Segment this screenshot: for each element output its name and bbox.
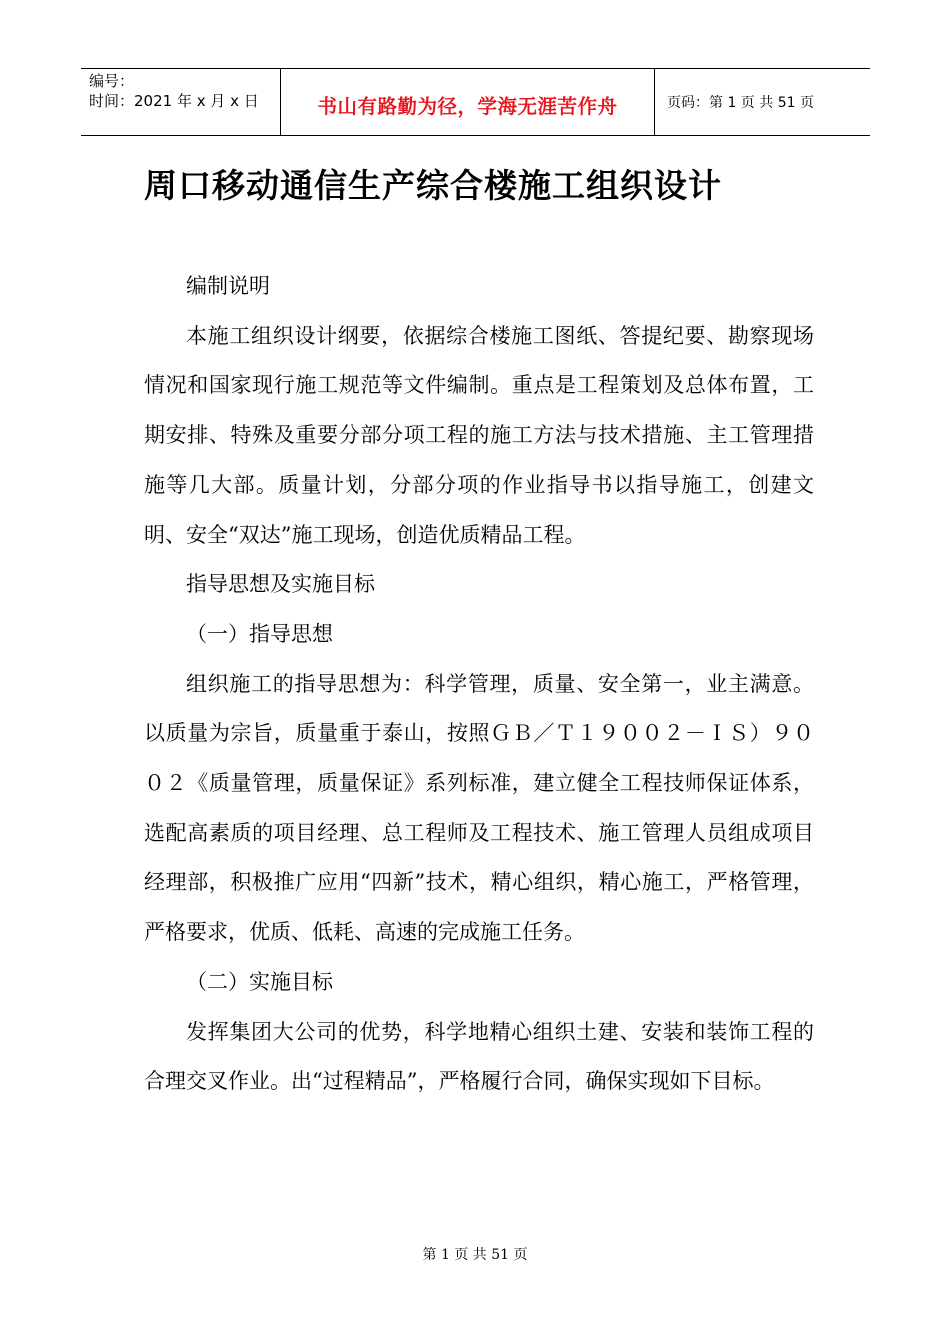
header-page-cell <box>655 69 870 135</box>
section-heading-preparation: 编制说明 <box>186 274 270 298</box>
header-left-cell <box>81 69 281 135</box>
header-table <box>81 68 870 136</box>
paragraph-goals: 发挥集团大公司的优势，科学地精心组织土建、安装和装饰工程的合理交叉作业。出“过程精品”，严格履行合同，确保实现如下目标。 <box>144 1019 814 1094</box>
paragraph-guiding-thought: 组织施工的指导思想为：科学管理，质量、安全第一，业主满意。以质量为宗旨，质量重于泰山，按照ＧＢ／Ｔ１９００２－ＩＳ）９００２《质量管理，质量保证》系列标准，建立健全工程技师保证体系，选配高素质的项目经理、总工程师及工程技术、施工管理人员组成项目经理部，积极推广应用“四新”技术，精心组织，精心施工，严格管理，严格要求，优质、低耗、高速的完成施工任务。 <box>144 671 814 945</box>
section-heading-guiding-goals: 指导思想及实施目标 <box>186 572 375 597</box>
document-title: 周口移动通信生产综合楼施工组织设计 <box>144 166 722 205</box>
header-motto-cell <box>281 69 655 135</box>
subsection-heading-guiding-thought: （一）指导思想 <box>186 621 333 646</box>
header-motto: 书山有路勤为径，学海无涯苦作舟 <box>317 95 618 118</box>
page-footer: 第 1 页 共 51 页 <box>422 1247 528 1263</box>
paragraph-preparation-notes: 本施工组织设计纲要，依据综合楼施工图纸、答提纪要、勘察现场情况和国家现行施工规范等文件编制。重点是工程策划及总体布置，工期安排、特殊及重要分部分项工程的施工方法与技术措施、主工管理措施等几大部。质量计划，分部分项的作业指导书以指导施工，创建文明、安全“双达”施工现场，创造优质精品工程。 <box>144 323 814 547</box>
subsection-heading-goals: （二）实施目标 <box>186 969 333 994</box>
document-number-label: 编号： <box>89 72 135 90</box>
document-body <box>144 262 814 1107</box>
document-date: 时间：2021 年 x 月 x 日 <box>89 92 259 110</box>
header-page-info: 页码：第 1 页 共 51 页 <box>667 95 814 111</box>
